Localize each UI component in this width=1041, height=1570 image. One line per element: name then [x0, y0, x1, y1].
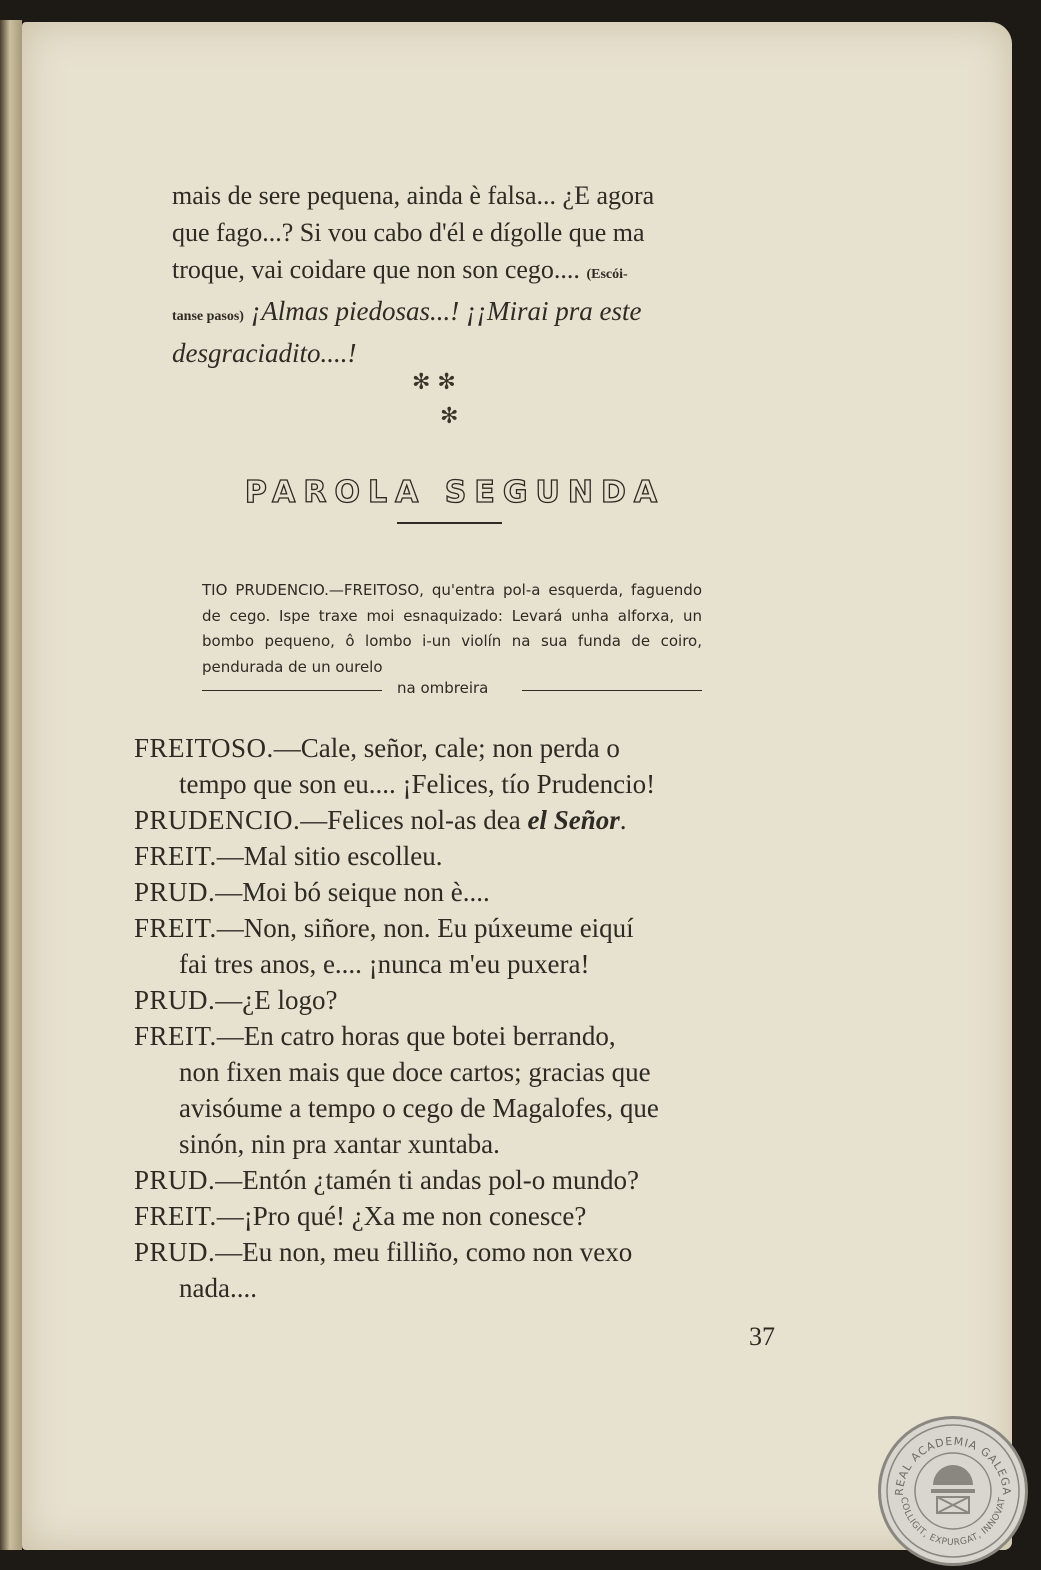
speaker: PRUDENCIO. [134, 805, 301, 835]
dialogue-continuation: tempo que son eu.... ¡Felices, tío Prudencio! [179, 769, 656, 799]
right-rule [522, 690, 702, 691]
dialogue-line: —¿E logo? [215, 985, 338, 1015]
dialogue-line: —Mal sitio escolleu. [216, 841, 443, 871]
dialogue-continuation: sinón, nin pra xantar xuntaba. [179, 1129, 500, 1159]
ornament-star-row2: ✻ [440, 404, 459, 429]
dialogue-continuation: avisóume a tempo o cego de Magalofes, que [179, 1093, 659, 1123]
paragraph-line: mais de sere pequena, ainda è falsa... ¿E agora [172, 181, 655, 210]
stage-note: (Escói- [586, 267, 628, 282]
dialogue-line: —Moi bó seique non è.... [215, 877, 490, 907]
paragraph-line: que fago...? Si vou cabo d'él e dígolle que ma [172, 218, 645, 247]
dialogue-line: —Non, siñore, non. Eu púxeume eiquí [216, 913, 634, 943]
top-paragraph [172, 177, 772, 372]
page-number: 37 [749, 1322, 775, 1351]
speaker: FREIT. [134, 913, 217, 943]
stage-note: tanse pasos) [172, 309, 244, 324]
stage-direction-end: na ombreira [397, 679, 489, 697]
speaker: FREIT. [134, 1201, 217, 1231]
dialogue-line: —Cale, señor, cale; non perda o [273, 733, 620, 763]
stage-direction: TIO PRUDENCIO.—FREITOSO, qu'entra pol-a esquerda, faguendo de cego. Ispe traxe moi esnaquizado: Levará unha alforxa, un bombo pequeno, ô lombo i-un violín na sua funda de coiro, pendurada de un ourelo [202, 581, 702, 676]
speaker: FREIT. [134, 841, 217, 871]
academy-stamp [878, 1416, 1028, 1566]
stamp-graphic [881, 1419, 1025, 1563]
paragraph-line: troque, vai coidare que non son cego.... [172, 255, 587, 284]
dialogue [134, 730, 779, 1306]
speaker: FREIT. [134, 1021, 217, 1051]
dialogue-line: —¡Pro qué! ¿Xa me non conesce? [216, 1201, 587, 1231]
dialogue-continuation: non fixen mais que doce cartos; gracias que [179, 1057, 651, 1087]
ornament-stars-row1: ✻ ✻ [412, 370, 456, 395]
dialogue-line-tail: . [619, 805, 627, 835]
stamp-bottom-text: COLLIGIT, EXPURGAT, INNOVAT [898, 1496, 1008, 1549]
dialogue-continuation: fai tres anos, e.... ¡nunca m'eu puxera! [179, 949, 590, 979]
speaker: PRUD. [134, 985, 216, 1015]
italic-exclamation: desgraciadito....! [172, 338, 357, 368]
section-title: PAROLA SEGUNDA [244, 475, 666, 510]
dialogue-line: —Entón ¿tamén ti andas pol-o mundo? [215, 1165, 639, 1195]
stamp-top-text: REAL ACADEMIA GALEGA [892, 1434, 1014, 1497]
dialogue-line: —Eu non, meu filliño, como non vexo [215, 1237, 633, 1267]
left-rule [202, 690, 382, 691]
speaker: FREITOSO. [134, 733, 274, 763]
speaker: PRUD. [134, 1237, 216, 1267]
dialogue-continuation: nada.... [179, 1273, 257, 1303]
book-spine [0, 20, 22, 1550]
italic-phrase: el Señor [527, 805, 620, 835]
dialogue-line: —Felices nol-as dea [300, 805, 528, 835]
stage-direction-last-line [202, 679, 702, 699]
dialogue-line: —En catro horas que botei berrando, [216, 1021, 616, 1051]
italic-exclamation: ¡Almas piedosas...! ¡¡Mirai pra este [243, 296, 642, 326]
speaker: PRUD. [134, 1165, 216, 1195]
speaker: PRUD. [134, 877, 216, 907]
title-underline [397, 522, 502, 524]
book-page [22, 22, 1012, 1550]
